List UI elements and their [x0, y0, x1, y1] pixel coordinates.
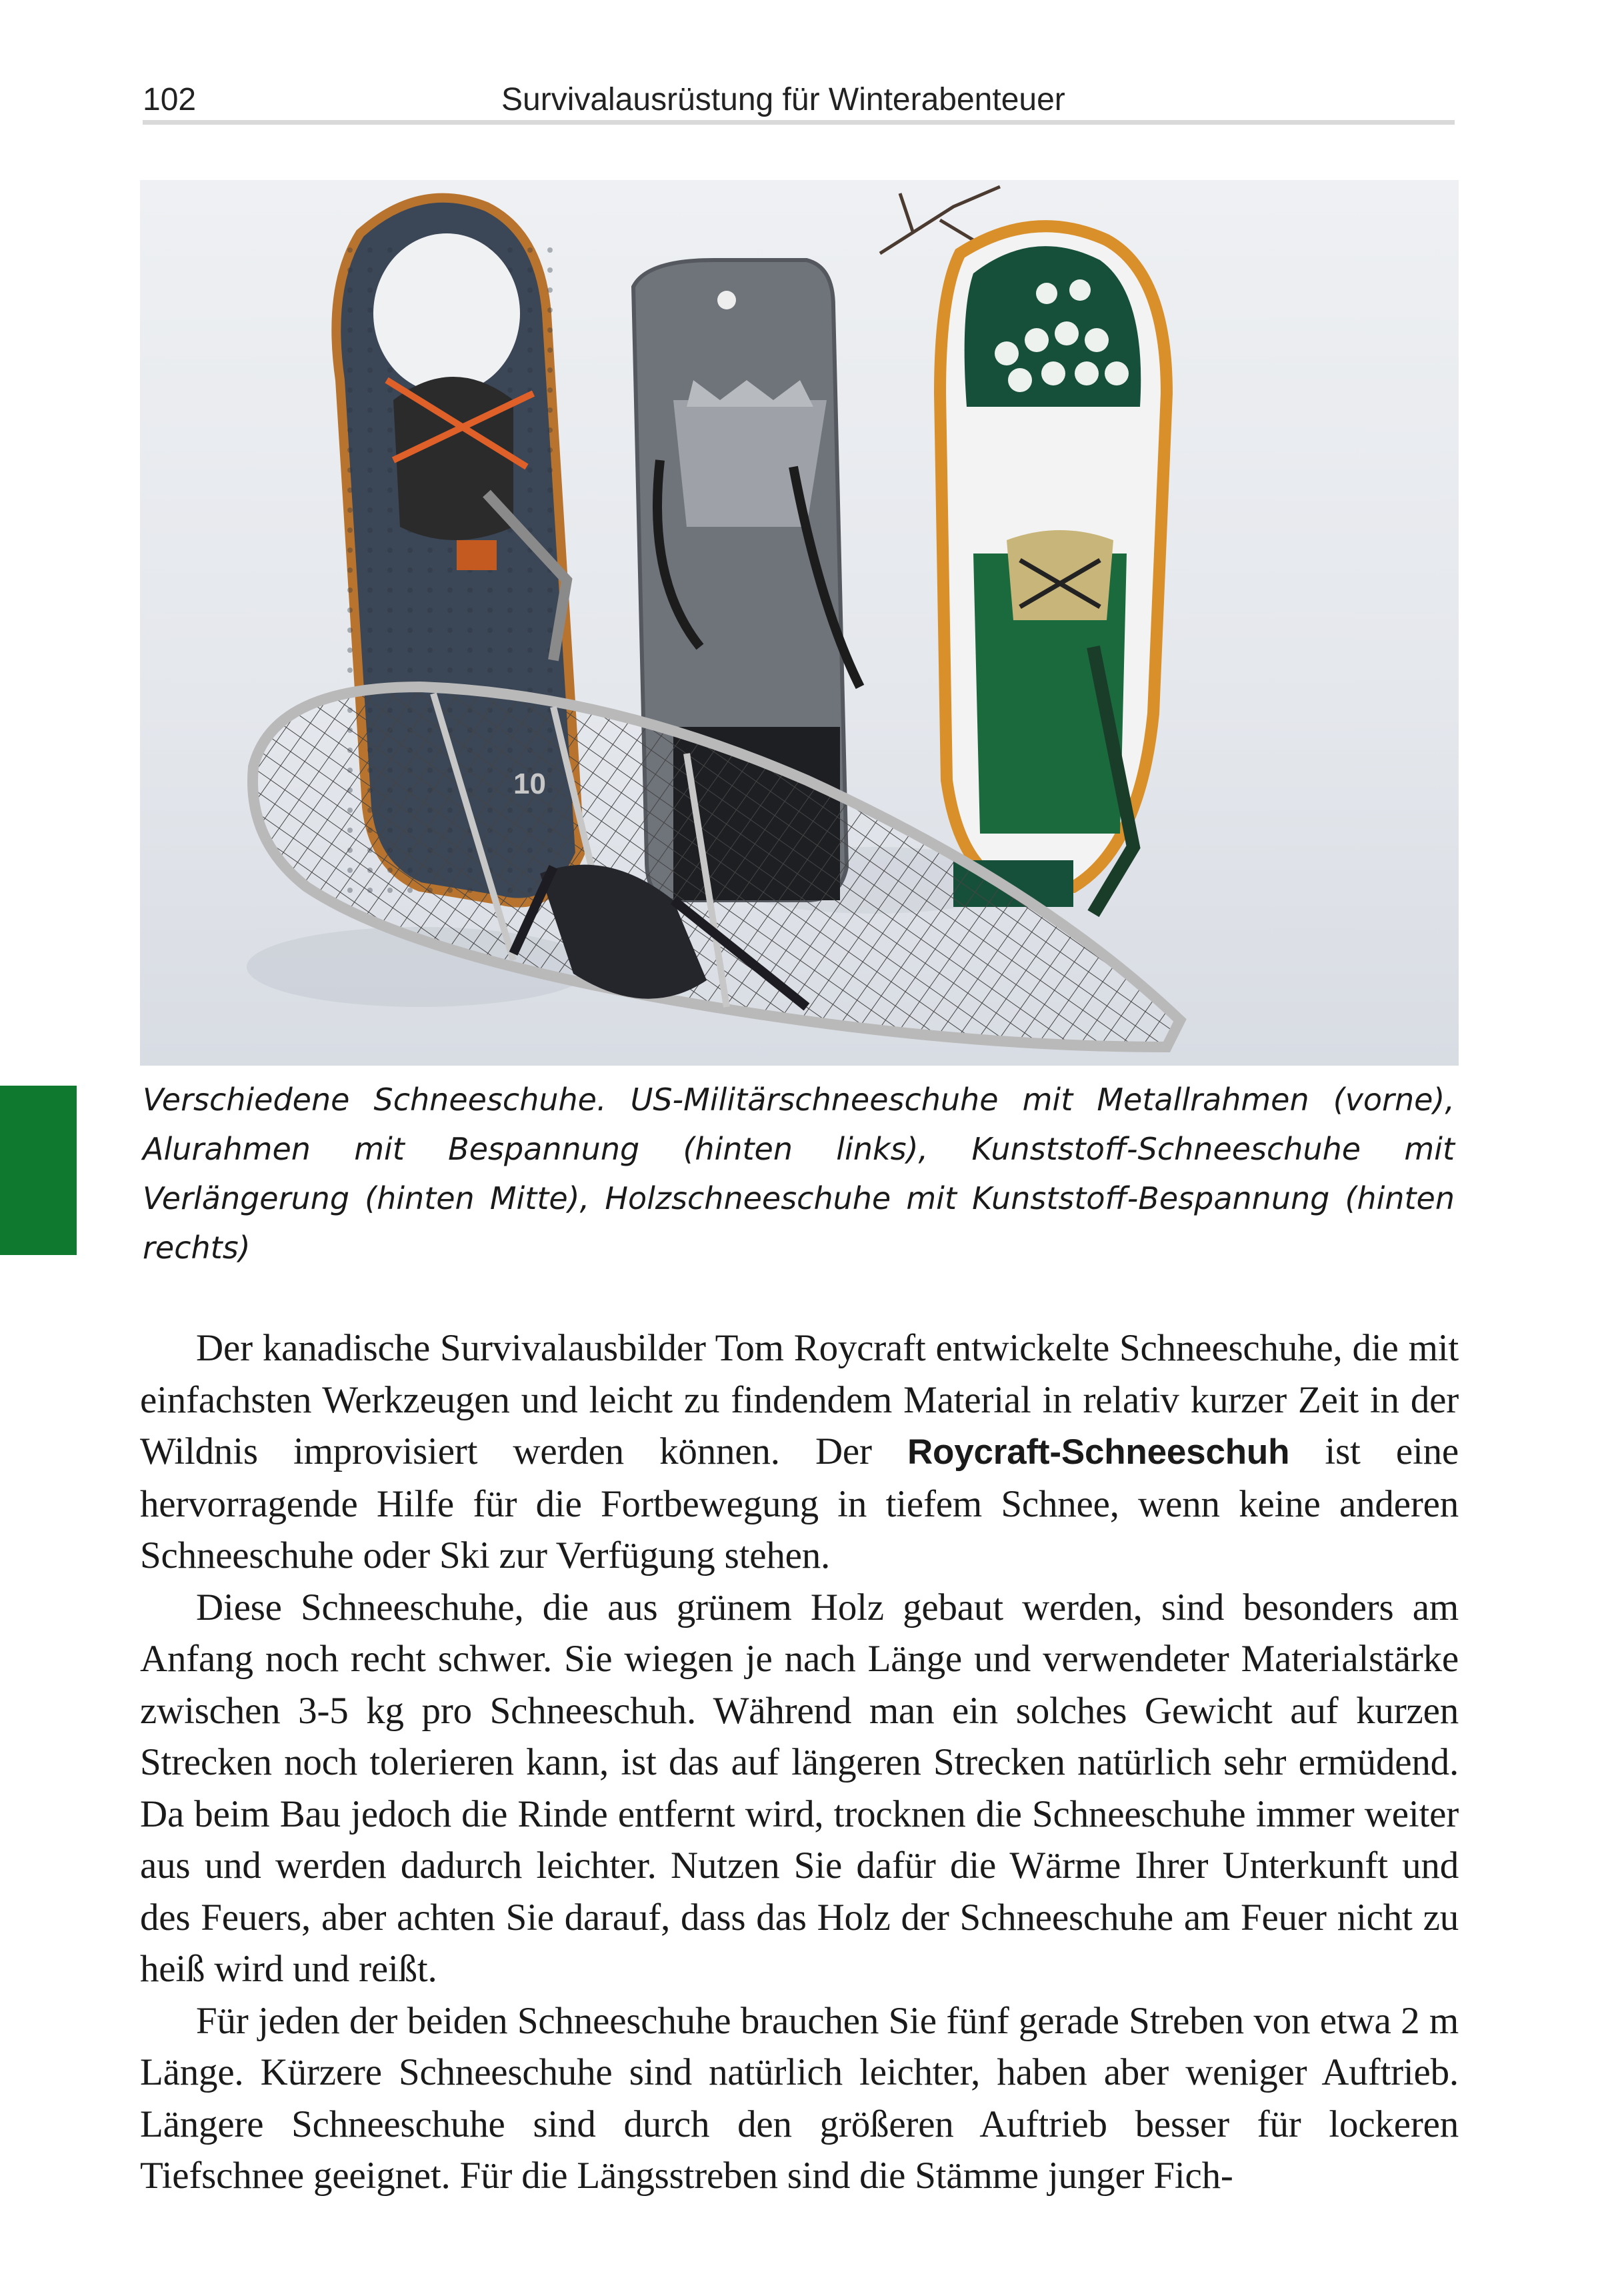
running-title: Survivalausrüstung für Winterabenteuer [501, 82, 1065, 117]
figure-caption: Verschiedene Schneeschuhe. US-Militärschneeschuhe mit Metallrahmen (vorne), Alurahmen mit Bespannung (hinten links), Kunststoff-Schneeschuhe mit Verlängerung (hinten Mitte), Holzschneeschuhe mit Kunststoff-Bespannung (hinten rechts) [143, 1082, 1455, 1266]
paragraph-2: Diese Schneeschuhe, die aus grünem Holz gebaut werden, sind besonders am Anfang noch recht schwer. Sie wiegen je nach Länge und verwendeter Materialstärke zwischen 3-5 kg pro Schneeschuh. Während man ein solches Gewicht auf kurzen Strecken noch tolerieren kann, ist das auf längeren Strecken natürlich sehr ermüdend. Da beim Bau jedoch die Rinde entfernt wird, trocknen die Schneeschuhe immer weiter aus und werden dadurch leichter. Nutzen Sie dafür die Wärme Ihrer Unterkunft und des Feuers, aber achten Sie darauf, dass das Holz der Schneeschuhe am Feuer nicht zu heiß wird und reißt. [140, 1586, 1459, 1990]
paragraph-1-end: ist eine hervorragende Hilfe für die Fortbewegung in tiefem Schnee, wenn keine anderen Schneeschuhe oder Ski zur Verfügung stehen. [140, 1430, 1459, 1576]
header-rule [143, 120, 1455, 125]
body-text [140, 1322, 1459, 2202]
page-number: 102 [143, 82, 197, 117]
paragraph-1 [140, 1322, 1459, 1582]
photo-number: 10 [513, 768, 546, 800]
paragraph-1-start: Der kanadische Survivalausbilder Tom Roycraft entwickelte Schneeschuhe, die mit einfachsten Werkzeugen und leicht zu findendem Material in relativ kurzer Zeit in der Wildnis improvisiert werden können. Der [140, 1327, 1459, 1472]
term-roycraft-schneeschuh: Roycraft-Schneeschuh [907, 1432, 1290, 1472]
snowshoes-photo [140, 180, 1459, 1066]
paragraph-3: Für jeden der beiden Schneeschuhe brauchen Sie fünf gerade Streben von etwa 2 m Länge. Kürzere Schneeschuhe sind natürlich leichter, haben aber weniger Auftrieb. Längere Schneeschuhe sind durch den größeren Auftrieb besser für lockeren Tiefschnee geeignet. Für die Längsstreben sind die Stämme junger Fich- [140, 1999, 1459, 2197]
section-tab [0, 1086, 77, 1255]
